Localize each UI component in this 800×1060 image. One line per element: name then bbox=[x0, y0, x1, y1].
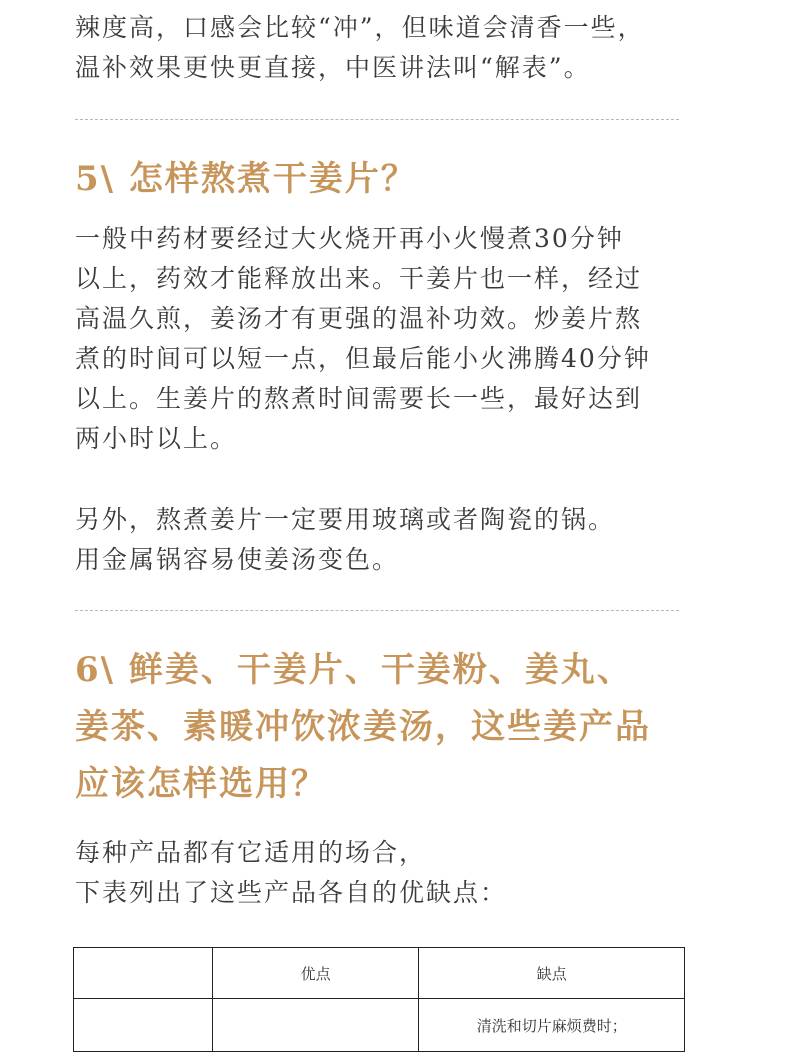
section-6-title-line-3: 应该怎样选用？ bbox=[75, 764, 327, 804]
section-5-note-line-1: 另外，熬煮姜片一定要用玻璃或者陶瓷的锅。 bbox=[75, 505, 616, 534]
section-5-line-1: 一般中药材要经过大火烧开再小火慢煮30分钟 bbox=[75, 224, 624, 253]
table-header-product bbox=[74, 948, 213, 999]
table-cell-product bbox=[74, 999, 213, 1052]
table-header-cons: 缺点 bbox=[419, 948, 685, 999]
table-row bbox=[74, 999, 685, 1052]
divider-2 bbox=[75, 610, 679, 611]
intro-line-2: 温补效果更快更直接，中医讲法叫“解表”。 bbox=[75, 53, 591, 82]
section-5-note-line-2: 用金属锅容易使姜汤变色。 bbox=[75, 545, 400, 574]
section-6-paragraph bbox=[75, 833, 507, 913]
section-5-line-3: 高温久煎，姜汤才有更强的温补功效。炒姜片熬 bbox=[75, 304, 643, 333]
divider-1 bbox=[75, 119, 679, 120]
section-6-line-1: 每种产品都有它适用的场合， bbox=[75, 838, 427, 867]
section-5-paragraph-1 bbox=[75, 219, 651, 459]
section-5-line-5: 以上。生姜片的熬煮时间需要长一些，最好达到 bbox=[75, 384, 643, 413]
table-cell-pros bbox=[212, 999, 419, 1052]
section-6-title bbox=[75, 642, 651, 813]
table-cell-cons: 清洗和切片麻烦费时； bbox=[419, 999, 685, 1052]
section-6-title-line-1: 6\ 鲜姜、干姜片、干姜粉、姜丸、 bbox=[75, 650, 633, 690]
section-5-line-2: 以上，药效才能释放出来。干姜片也一样，经过 bbox=[75, 264, 643, 293]
section-5-line-6: 两小时以上。 bbox=[75, 424, 238, 453]
table-header-row bbox=[74, 948, 685, 999]
section-6-line-2: 下表列出了这些产品各自的优缺点： bbox=[75, 878, 508, 907]
section-5-title: 5\ 怎样熬煮干姜片？ bbox=[75, 159, 417, 199]
section-5-line-4: 煮的时间可以短一点，但最后能小火沸腾40分钟 bbox=[75, 344, 651, 373]
intro-line-1: 辣度高，口感会比较“冲”，但味道会清香一些， bbox=[75, 13, 645, 42]
section-6-title-line-2: 姜茶、素暖冲饮浓姜汤，这些姜产品 bbox=[75, 707, 651, 747]
intro-paragraph bbox=[75, 8, 645, 88]
section-5-paragraph-2 bbox=[75, 500, 615, 580]
comparison-table bbox=[73, 947, 685, 1052]
table-header-pros: 优点 bbox=[212, 948, 419, 999]
